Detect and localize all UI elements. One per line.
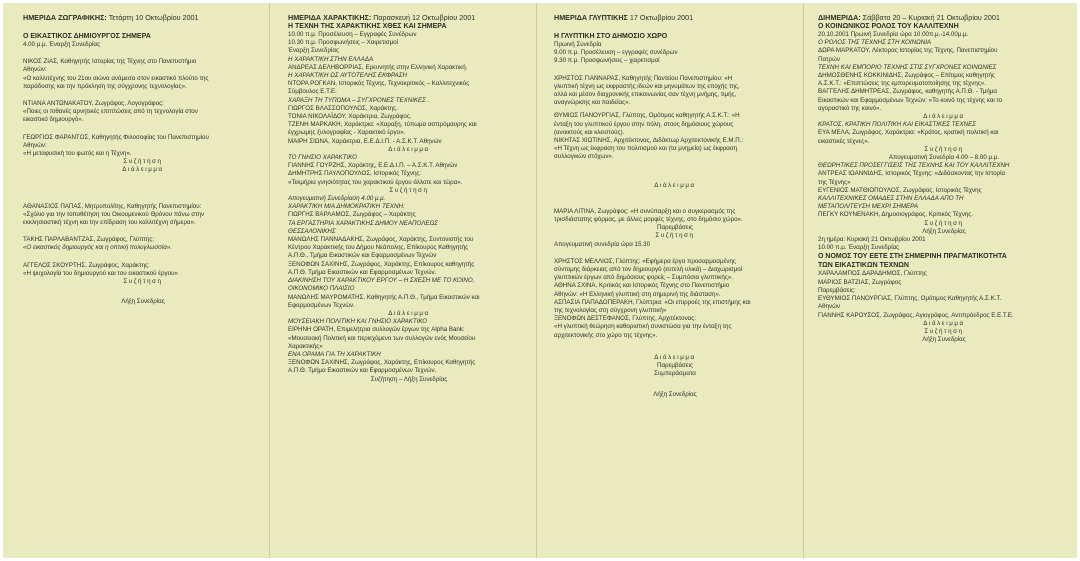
section-title: Ο ΝΟΜΟΣ ΤΟΥ ΕΕΤΕ ΣΤΗ ΣΗΜΕΡΙΝΗ ΠΡΑΓΜΑΤΙΚΟΤΗΤΑ xyxy=(818,253,1007,261)
interventions-label: Παρεμβάσεις: xyxy=(818,286,856,294)
session-end: Συζήτηση – Λήξη Συνεδρίας xyxy=(370,375,448,383)
discussion-label: Συζήτηση xyxy=(123,158,163,166)
speaker-entry: ΓΕΩΡΓΙΟΣ ΦΑΡΑΝΤΟΣ, Καθηγητής Φιλοσοφίας του Πανεπιστημίου Αθηνών: «Η μεταφυσική του φωτός και η Τέχνη». xyxy=(23,133,209,158)
speaker-entry: ΝΙΚΗΤΑΣ ΧΙΩΤΙΝΗΣ, Αρχιτέκτονας, Διδάκτωρ Αρχιτεκτονικής Ε.Μ.Π.: «Η Τέχνη ως έκφραση του πολιτισμού και (τα μνημεία) ως έκφραση συλλογικών στόχων». xyxy=(554,137,744,161)
interventions-label: Παρεμβάσεις xyxy=(657,362,693,370)
schedule-line: Έναρξη Συνεδρίας xyxy=(288,47,339,55)
section-heading: ΤΟ ΓΝΗΣΙΟ ΧΑΡΑΚΤΙΚΟ xyxy=(288,154,357,162)
section-heading: ΘΕΣΣΑΛΟΝΙΚΗΣ xyxy=(288,227,336,235)
speaker-line: ΕΙΡΗΝΗ ΟΡΑΤΗ, Επιμελήτρια συλλογών έργων της Alpha Bank: xyxy=(288,326,465,334)
panel-header: ΗΜΕΡΙΔΑ ΓΛΥΠΤΙΚΗΣ 17 Οκτωβρίου 2001 xyxy=(554,13,694,22)
panel-title: Η ΓΛΥΠΤΙΚΗ ΣΤΟ ΔΗΜΟΣΙΟ ΧΩΡΟ xyxy=(554,33,668,40)
discussion-label: Συζήτηση xyxy=(924,327,964,335)
discussion-label: Συζήτηση xyxy=(655,232,695,240)
discussion-label: Συζήτηση xyxy=(924,145,964,153)
speaker-entry: ΧΡΗΣΤΟΣ ΓΙΑΝΝΑΡΑΣ, Καθηγητής Παντείου Πανεπιστημίου: «Η γλυπτική τέχνη ως εκφραστής ιδεών και μηνυμάτων της εποχής της, αλλά και μέσον διαχρονικής επικοινωνίας σαν τέχνη μνήμης, τιμής, αναγνώρισης και παιδείας». xyxy=(554,74,740,107)
section-heading: ΚΑΛΛΙΤΕΧΝΙΚΕΣ ΟΜΑΔΕΣ ΣΤΗΝ ΕΛΛΑΔΑ ΑΠΟ ΤΗ xyxy=(818,195,964,203)
speaker-line: ΔΩΡΑ ΜΑΡΚΑΤΟΥ, Λέκτορας Ιστορίας της Τέχνης, Πανεπιστημίου xyxy=(818,47,998,55)
speaker-line: ΧΑΡΑΛΑΜΠΟΣ ΔΑΡΑΔΗΜΟΣ, Γλύπτης xyxy=(818,270,927,278)
schedule-line: 10.30 π.μ. Προσφωνήσεις – Χαιρετισμοί xyxy=(288,39,399,47)
speaker-line: Α.Π.Θ. Τμήμα Εικαστικών και Εφαρμοσμένων Τεχνών. xyxy=(288,268,437,276)
speaker-line: Σύμβουλος Ε.Τ.Ε. xyxy=(288,88,337,96)
speaker-line: ΠΕΓΚΥ ΚΟΥΝΕΝΑΚΗ, Δημοσιογράφος, Κριτικός Τέχνης. xyxy=(818,211,973,219)
speaker-line: ΓΙΩΡΓΗΣ ΒΑΡΛΑΜΟΣ, Ζωγράφος – Χαράκτης xyxy=(288,211,416,219)
speaker-line: Α.Σ.Κ.Τ.: «Επιπτώσεις της εμπορευματοποίησης της τέχνης». xyxy=(818,80,986,88)
speaker-line: ΜΑΡΙΟΣ ΒΑΤΖΙΑΣ, Ζωγράφος xyxy=(818,278,902,286)
speaker-line: Αθηνών xyxy=(818,303,841,311)
break-label: Διάλειμμα xyxy=(388,309,430,317)
speaker-line: Εικαστικών και Εφαρμοσμένων Τεχνών: «Το κοινό της τέχνης και το xyxy=(818,96,1003,104)
session-end: Λήξη Συνεδρίας xyxy=(922,336,966,344)
speaker-line: Κέντρου Χαρακτικής του Δήμου Νεάπολης, Επίκουρος Καθηγητής xyxy=(288,244,469,252)
break-label: Διάλειμμα xyxy=(654,181,696,189)
section-heading: ΔΙΑΚΙΝΗΣΗ ΤΟΥ ΧΑΡΑΚΤΙΚΟΥ ΕΡΓΟΥ – Η ΣΧΕΣΗ ΜΕ ΤΟ ΚΟΙΝΟ, xyxy=(288,277,475,285)
section-heading: ΧΑΡΑΞΗ ΤΗ ΤΥΠΩΜΑ – ΣΥΓΧΡΟΝΕΣ ΤΕΧΝΙΚΕΣ . xyxy=(288,96,430,104)
panel-printmaking-day xyxy=(288,13,530,553)
speaker-line: ΓΙΑΝΝΗΣ ΓΟΥΡΖΗΣ, Χαράκτης, Ε.Ε.Δ.Ι.Π. – Α.Σ.Κ.Τ. Αθηνών xyxy=(288,162,458,170)
speaker-line: αγοραστικό της κοινό». xyxy=(818,104,882,112)
session-end: Λήξη Συνεδρίας xyxy=(653,390,697,398)
speaker-entry: ΝΙΚΟΣ ΖΙΑΣ, Καθηγητής Ιστορίας της Τέχνης στο Πανεπιστήμιο Αθηνών: «Ο καλλιτέχνης του 21ου αιώνα ανάμεσα στον εικαστικό πλούτο της παράδοσης και την πρόκληση της σύγχρονης τεχνολογίας». xyxy=(23,58,209,90)
speaker-line: ΑΝΤΡΕΑΣ ΙΩΑΝΝΙΔΗΣ, Ιστορικός Τέχνης: «Διδάσκοντας την Ιστορία xyxy=(818,170,1006,178)
speaker-line: Χαρακτικής» xyxy=(288,342,323,350)
speaker-line: ΕΥΘΥΜΙΟΣ ΠΑΝΟΥΡΓΙΑΣ, Γλύπτης, Ομότιμος Καθηγητής Α.Σ.Κ.Τ. xyxy=(818,295,1002,303)
section-heading: ΜΟΥΣΕΙΑΚΗ ΠΟΛΙΤΙΚΗ ΚΑΙ ΓΝΗΣΙΟ ΧΑΡΑΚΤΙΚΟ xyxy=(288,318,428,326)
section-heading: Ο ΡΟΛΟΣ ΤΗΣ ΤΕΧΝΗΣ ΣΤΗ ΚΟΙΝΩΝΙΑ xyxy=(818,39,932,47)
section-heading: ΘΕΩΡΗΤΙΚΕΣ ΠΡΟΣΕΓΓΙΣΕΙΣ ΤΗΣ ΤΕΧΝΗΣ ΚΑΙ ΤΟΥ ΚΑΛΛΙΤΕΧΝΗ xyxy=(818,162,1010,170)
speaker-line: ΜΑΝΩΛΗΣ ΠΑΝΝΑΔΑΚΗΣ, Ζωγράφος, Χαράκτης, Συντονιστής του xyxy=(288,236,474,244)
discussion-label: Συζήτηση xyxy=(924,219,964,227)
panel-title: Ο ΚΟΙΝΩΝΙΚΟΣ ΡΟΛΟΣ ΤΟΥ ΚΑΛΛΙΤΕΧΝΗ xyxy=(818,23,959,30)
fold-line xyxy=(803,3,804,558)
speaker-line: ΓΙΩΡΓΟΣ ΒΛΑΣΣΟΠΟΥΛΟΣ, Χαράκτης. xyxy=(288,104,398,112)
schedule-line: 10.00 π.μ. Προσέλευση – Εγγραφές Συνέδρων xyxy=(288,31,417,38)
speaker-line: ΔΗΜΗΤΡΗΣ ΠΑΥΛΟΠΟΥΛΟΣ, Ιστορικός Τέχνης: xyxy=(288,170,422,178)
section-heading: ΟΙΚΟΝΟΜΙΚΟ ΠΛΑΙΣΙΟ xyxy=(288,285,355,293)
break-label: Διάλειμμα xyxy=(122,166,164,174)
speaker-line: Α.Π.Θ. Τμήμα Εικαστικών και Εφαρμοσμένων Τεχνών. xyxy=(288,367,437,375)
speaker-line: «Τεκμήρια γνησιότητας του χαρακτικού έργου άλλοτε και τώρα». xyxy=(288,178,463,186)
speaker-line: ΞΕΝΟΦΩΝ ΣΑΧΙΝΗΣ, Ζωγράφος, Χαράκτης, Επίκουρος Καθηγητής xyxy=(288,359,476,367)
schedule-line: 20.10.2001 Πρωινή Συνεδρία ώρα 10.00π.μ.-14.00μ.μ. xyxy=(818,31,969,38)
speaker-line: Πατρών xyxy=(818,55,840,63)
speaker-line: ΤΖΕΝΗ ΜΑΡΚΑΚΗ, Χαράκτρια: «Χαραξη, τύπωμα ασπρόμαυρης και xyxy=(288,121,477,129)
speaker-line: ΔΗΜΟΣΘΕΝΗΣ ΚΟΚΚΙΝΙΔΗΣ, Ζωγράφος – Επίτιμος καθηγητής xyxy=(818,72,995,80)
break-label: Διάλειμμα xyxy=(388,145,430,153)
speaker-entry: ΧΡΗΣΤΟΣ ΜΕΛΛΙΟΣ, Γλύπτης: «Εφήμερα έργα προσαρμοσμένης σύντομης διάρκειας από τον δημιουργό (ευτελή υλικά) – Διαχωρισμοί γλυπτικών έργων από δημόσιους φορείς – Συμπόσια γλυπτικής». ΑΘΗΝΑ ΣΧΙΝΑ, Κριτικός και Ιστορικός Τέχνης στο Πανεπιστήμιο Αθηνών: «Η Ελληνική γλυπτική στη σημερινή της διάσταση». ΑΣΠΑΣΙΑ ΠΑΠΑΔΟΠΕΡΑΚΗ, Γλύπτρια: «Οι επιρροές της επιστήμης και της τεχνολογίας στη σύγχρονη γλυπτική» ΞΕΝΟΦΩΝ ΔΕΣΤΕΦΑΝΟΣ, Γλύπτης, Αρχιτέκτονας: «Η γλυπτική θεώρηση καθοριστική συνιστώσα για την ένταξη της αρχιτεκτονικής στο χώρο της τέχνης». xyxy=(554,257,751,339)
discussion-label: Συζήτηση xyxy=(389,186,429,194)
speaker-line: ΕΥΑ ΜΕΛΑ, Ζωγράφος, Χαράκτρια: «Κράτος, κρατική πολιτική και xyxy=(818,129,999,137)
panel-header: ΗΜΕΡΙΔΑ ΖΩΓΡΑΦΙΚΗΣ: Τετάρτη 10 Οκτωβρίου 2001 xyxy=(23,13,199,22)
panel-title: Η ΤΕΧΝΗ ΤΗΣ ΧΑΡΑΚΤΙΚΗΣ ΧΘΕΣ ΚΑΙ ΣΗΜΕΡΑ xyxy=(288,23,447,30)
panel-painting-day xyxy=(23,13,263,553)
schedule-line: 9.30 π.μ. Προσφωνήσεις – χαιρετισμοί xyxy=(554,57,660,65)
speaker-line: ΓΙΑΝΝΗΣ ΚΑΡΟΥΣΟΣ, Ζωγράφος, Αγιογράφος, Αντιπρόεδρος Ε.Ε.Τ.Ε. xyxy=(818,311,1014,319)
session-end: Λήξη Συνεδρίας xyxy=(922,227,966,235)
schedule-line: Απογευματινή Συνεδρία 4.00 – 8.00 μ.μ. xyxy=(888,154,1000,162)
speaker-line: ΝΤΟΡΑ ΡΟΓΚΑΝ, Ιστορικός Τέχνης, Τεχνοκριτικός – Καλλιτεχνικός xyxy=(288,80,470,88)
speaker-line: «Μουσειακή Πολιτική και περιεχόμενο των συλλογών ενός Μουσείου xyxy=(288,334,476,342)
panel-header: ΔΙΗΜΕΡΙΔΑ: Σάββατο 20 – Κυριακή 21 Οκτωβρίου 2001 xyxy=(818,13,1000,22)
conclusions-label: Συμπεράσματα xyxy=(654,370,696,378)
speaker-line: Α.Π.Θ., Τμήμα Εικαστικών και Εφαρμοσμένων Τεχνών xyxy=(288,252,437,260)
speaker-line: ΤΟΝΙΑ ΝΙΚΟΛΑΪΔΟΥ, Χαράκτρια, Ζωγράφος. xyxy=(288,113,412,121)
speaker-entry: ΑΓΓΕΛΟΣ ΣΚΟΥΡΤΗΣ, Ζωγράφος, Χαράκτης: «Η ψυχολογία του δημιουργού και του εικαστικού έργου» xyxy=(23,261,178,277)
panel-header: ΗΜΕΡΙΔΑ ΧΑΡΑΚΤΙΚΗΣ: Παρασκευή 12 Οκτωβρίου 2001 xyxy=(288,13,476,22)
section-heading: ΤΑ ΕΡΓΑΣΤΗΡΙΑ ΧΑΡΑΚΤΙΚΗΣ ΔΗΜΟΥ ΝΕΑΠΟΛΕΩΣ xyxy=(288,219,438,227)
speaker-line: Εφαρμοσμένων Τεχνών. xyxy=(288,301,355,309)
speaker-entry: ΝΤΙΑΝΑ ΑΝΤΩΝΑΚΑΤΟΥ, Ζωγράφος, Λογογράφος: «Ποιες οι πιθανές αρνητικές επιπτώσεις από τη τεχνολογία στον εικαστικό δημιουργό». xyxy=(23,100,198,124)
speaker-line: έγχρωμης ξυλογραφίας - Χαρακτικό έργο». xyxy=(288,129,406,137)
speaker-line: ΜΑΝΩΛΗΣ ΜΑΥΡΟΜΑΤΗΣ, Καθηγητής Α.Π.Θ., Τμήμα Εικαστικών και xyxy=(288,293,480,301)
speaker-line: ΞΕΝΟΦΩΝ ΣΑΧΙΝΗΣ, Ζωγράφος, Χαράκτης, Επίκουρος καθηγητής xyxy=(288,260,475,268)
panel-title: Ο ΕΙΚΑΣΤΙΚΟΣ ΔΗΜΙΟΥΡΓΟΣ ΣΗΜΕΡΑ xyxy=(23,33,151,40)
speaker-line: της Τέχνης» xyxy=(818,178,851,186)
schedule-line: 9.00 π.μ. Προσέλευση – εγγραφές συνέδρων xyxy=(554,49,678,57)
speaker-line: ΒΑΓΓΕΛΗΣ ΔΗΜΗΤΡΕΑΣ, Ζωγράφος, καθηγητής Α.Π.Θ. - Τμήμα xyxy=(818,88,998,96)
schedule-line: Απογευματινή Συνεδρίαση 4.00 μ.μ. xyxy=(288,195,386,203)
schedule-line: 2η ημέρα: Κυριακή 21 Οκτωβρίου 2001 xyxy=(818,236,926,244)
schedule-line: Απογευματινή συνεδρία ώρα 15.30 xyxy=(554,240,651,248)
section-heading: Η ΧΑΡΑΚΤΙΚΗ ΣΤΗΝ ΕΛΛΑΔΑ xyxy=(288,55,374,63)
section-title: ΤΩΝ ΕΙΚΑΣΤΙΚΩΝ ΤΕΧΝΩΝ xyxy=(818,262,909,270)
speaker-entry: ΑΘΑΝΑΣΙΟΣ ΠΑΠΑΣ, Μητροπολίτης, Καθηγητής Πανεπιστημίου: «Σχόλιο για την τοποθέτηση του Οικουμενικού Θρόνου πάνω στην εκκλησιαστική τέχνη και την επίδραση του καλλιτέχνη σήμερα». xyxy=(23,202,205,227)
discussion-label: Συζήτηση xyxy=(123,278,163,286)
section-heading: ΤΕΧΝΗ ΚΑΙ ΕΜΠΟΡΙΟ ΤΕΧΝΗΣ ΣΤΙΣ ΣΥΓΧΡΟΝΕΣ ΚΟΙΝΩΝΙΕΣ xyxy=(818,63,997,71)
break-label: Διάλειμμα xyxy=(923,319,965,327)
section-heading: ΕΝΑ ΟΡΑΜΑ ΓΙΑ ΤΗ ΧΑΡΑΚΤΙΚΗ xyxy=(288,350,381,358)
section-heading: ΧΑΡΑΚΤΙΚΗ ΜΙΑ ΔΗΜΟΚΡΑΤΙΚΗ ΤΕΧΝΗ: xyxy=(288,203,405,211)
panel-two-day-conference xyxy=(818,13,1070,553)
section-heading: ΚΡΑΤΟΣ, ΚΡΑΤΙΚΗ ΠΟΛΙΤΙΚΗ ΚΑΙ ΕΙΚΑΣΤΙΚΕΣ ΤΕΧΝΕΣ xyxy=(818,121,976,129)
speaker-line: εικαστικές τέχνες». xyxy=(818,137,870,145)
interventions-label: Παρεμβάσεις xyxy=(657,224,693,232)
speaker-entry: ΜΑΡΙΑ ΛΙΤΙΝΑ, Ζωγράφος: «Η συνύπαρξη και ο συγκερασμός της τρισδιάστατης φόρμας, με άλλες μορφές τέχνης, στο δημόσιο χώρο». xyxy=(554,207,743,224)
session-start: 4.00 μ.μ. Έναρξη Συνεδρίας xyxy=(23,41,100,48)
fold-line xyxy=(269,3,270,558)
speaker-entry: ΤΑΚΗΣ ΠΑΡΛΑΒΑΝΤΖΑΣ, Ζωγράφος, Γλύπτης: «Ο εικαστικός δημιουργός και η οπτική πολυγλωσσία». xyxy=(23,236,172,252)
fold-line xyxy=(536,3,537,558)
program-brochure xyxy=(3,3,1077,558)
schedule-line: Πρωινή Συνεδρία xyxy=(554,41,602,48)
speaker-line: ΜΑΙΡΗ ΣΙΩΝΑ, Χαράκτρια, Ε.Ε.Δ.Ι.Π. - Α.Σ.Κ.Τ. Αθηνών xyxy=(288,137,442,145)
section-heading: Η ΧΑΡΑΚΤΙΚΗ ΩΣ ΑΥΤΟΤΕΛΗΣ ΕΚΦΡΑΣΗ xyxy=(288,72,407,80)
speaker-entry: ΘΥΜΙΟΣ ΠΑΝΟΥΡΓΙΑΣ, Γλύπτης, Ομότιμος καθηγητής Α.Σ.Κ.Τ.: «Η ένταξη του γλυπτικού έργου στην πόλη, στους δημόσιους χώρους (ανοικτούς και κλειστούς). xyxy=(554,112,740,136)
break-label: Διάλειμμα xyxy=(654,353,696,361)
speaker-line: ΑΝΔΡΕΑΣ ΔΕΛΗΒΟΡΡΙΑΣ, Ερευνητής στην Ελληνική Χαρακτική. xyxy=(288,63,468,71)
speaker-line: ΕΥΓΕΝΙΟΣ ΜΑΤΘΙΟΠΟΥΛΟΣ, Ζωγράφος, Ιστορικός Τέχνης xyxy=(818,186,982,194)
schedule-line: 10.00 π.μ. Έναρξη Συνεδρίας xyxy=(818,244,900,252)
section-heading: ΜΕΤΑΠΟΛΙΤΕΥΣΗ ΜΕΧΡΙ ΣΗΜΕΡΑ xyxy=(818,203,918,211)
panel-sculpture-day xyxy=(554,13,796,553)
break-label: Διάλειμμα xyxy=(923,113,965,121)
session-end: Λήξη Συνεδρίας xyxy=(121,298,165,306)
